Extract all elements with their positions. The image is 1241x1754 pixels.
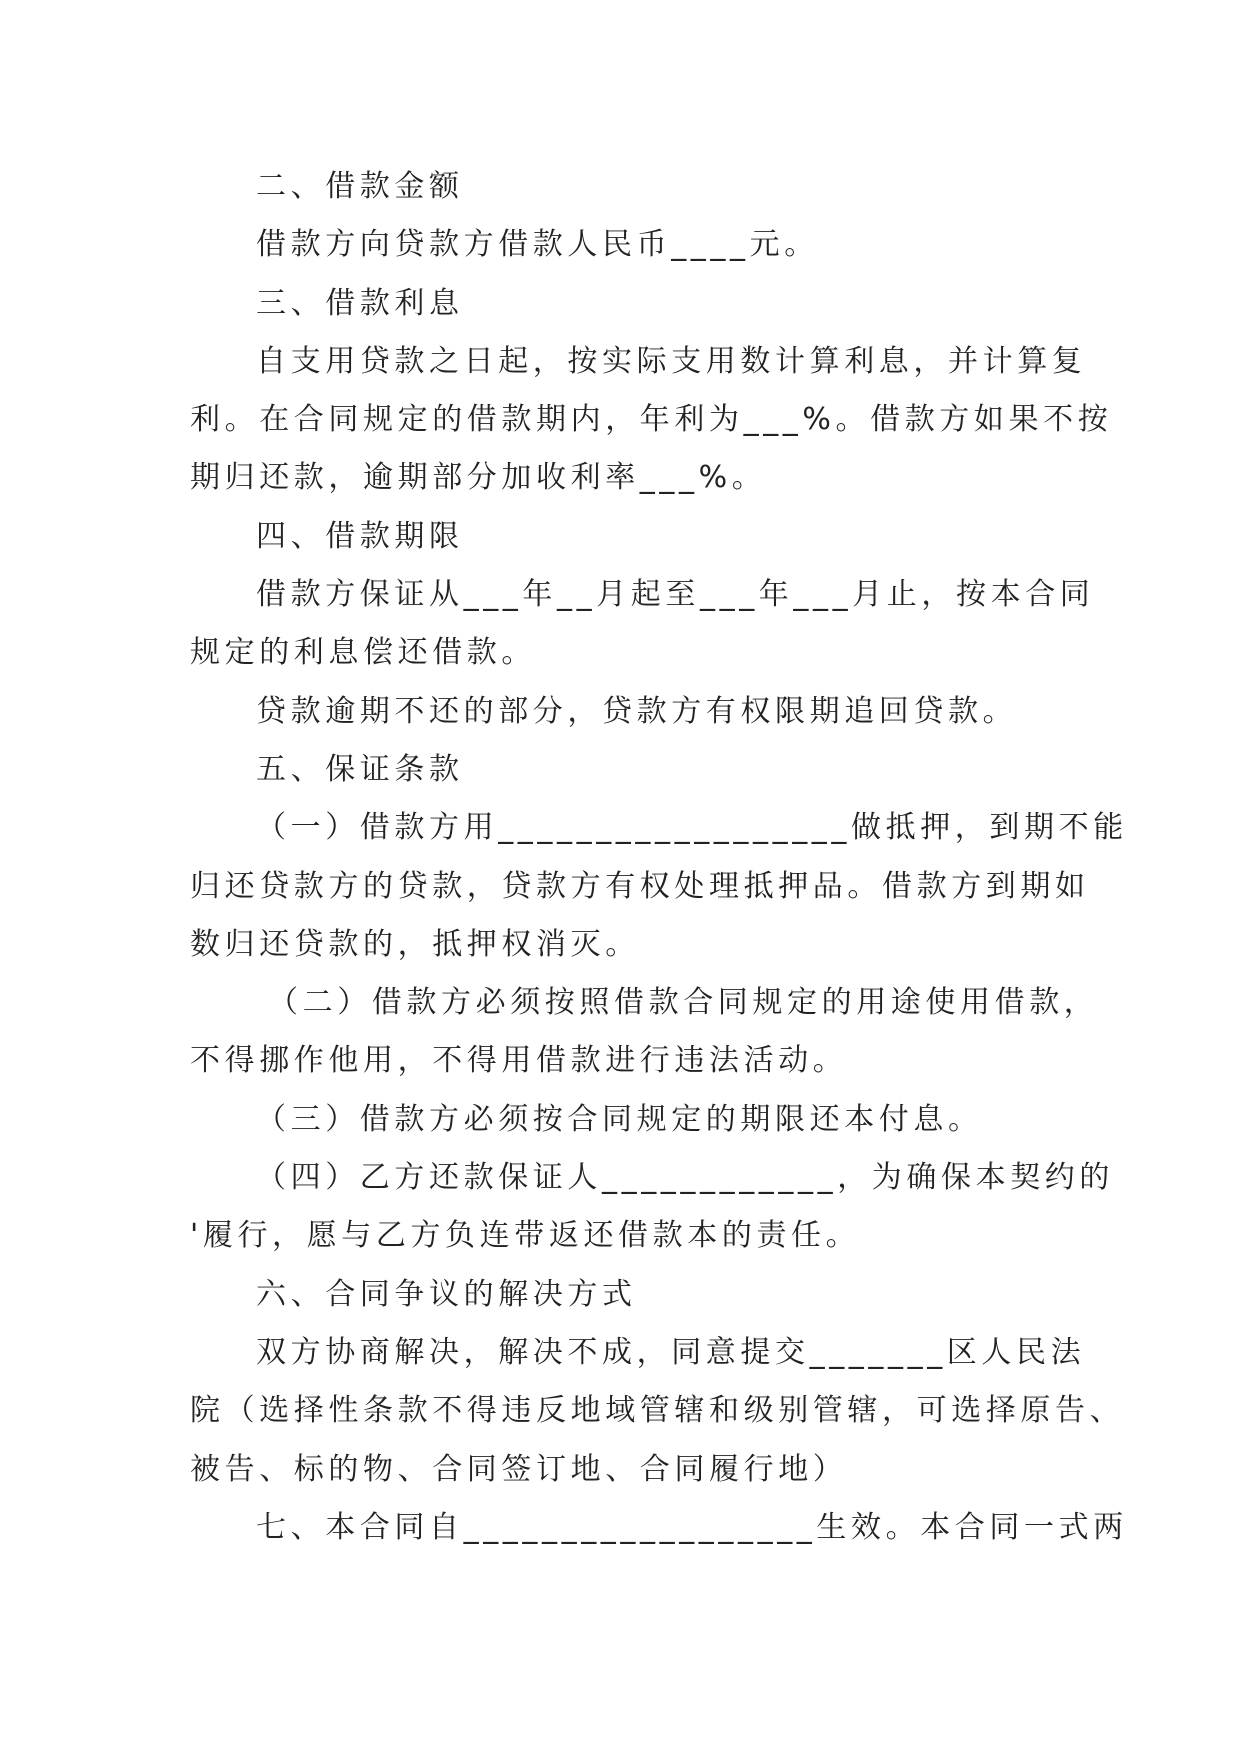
paragraph-line: 贷款逾期不还的部分，贷款方有权限期追回贷款。 <box>256 693 1018 729</box>
paragraph-line: '履行，愿与乙方负连带返还借款本的责任。 <box>190 1218 861 1254</box>
section-heading-loan-amount: 二、借款金额 <box>256 169 464 204</box>
paragraph-line: 被告、标的物、合同签订地、合同履行地） <box>190 1451 848 1487</box>
section-heading-guarantee-terms: 五、保证条款 <box>256 751 464 787</box>
paragraph-line: （四）乙方还款保证人____________，为确保本契约的 <box>256 1160 1114 1196</box>
paragraph-line: 借款方向贷款方借款人民币____元。 <box>256 227 819 263</box>
document-body <box>190 158 1128 1557</box>
paragraph-line: 七、本合同自__________________生效。本合同一式两 <box>256 1509 1128 1545</box>
paragraph-line: 双方协商解决，解决不成，同意提交_______区人民法 <box>256 1334 1086 1370</box>
paragraph-line: 不得挪作他用，不得用借款进行违法活动。 <box>190 1043 848 1079</box>
paragraph-line: 院（选择性条款不得违反地域管辖和级别管辖，可选择原告、 <box>190 1393 1125 1429</box>
section-heading-loan-interest: 三、借款利息 <box>256 285 464 321</box>
section-heading-loan-term: 四、借款期限 <box>256 518 464 554</box>
paragraph-line: （二）借款方必须按照借款合同规定的用途使用借款， <box>268 985 1099 1021</box>
paragraph-line: 数归还贷款的，抵押权消灭。 <box>190 926 640 962</box>
paragraph-line: 利。在合同规定的借款期内，年利为___%。借款方如果不按 <box>190 402 1113 438</box>
paragraph-line: （一）借款方用__________________做抵押，到期不能 <box>256 810 1128 846</box>
section-heading-dispute-resolution: 六、合同争议的解决方式 <box>256 1276 637 1312</box>
paragraph-line: 期归还款，逾期部分加收利率___%。 <box>190 460 767 496</box>
paragraph-line: 规定的利息偿还借款。 <box>190 635 536 671</box>
paragraph-line: 借款方保证从___年__月起至___年___月止，按本合同 <box>256 577 1095 613</box>
paragraph-line: 归还贷款方的贷款，贷款方有权处理抵押品。借款方到期如 <box>190 868 1090 904</box>
paragraph-line: （三）借款方必须按合同规定的期限还本付息。 <box>256 1101 983 1137</box>
paragraph-line: 自支用贷款之日起，按实际支用数计算利息，并计算复 <box>256 343 1087 379</box>
